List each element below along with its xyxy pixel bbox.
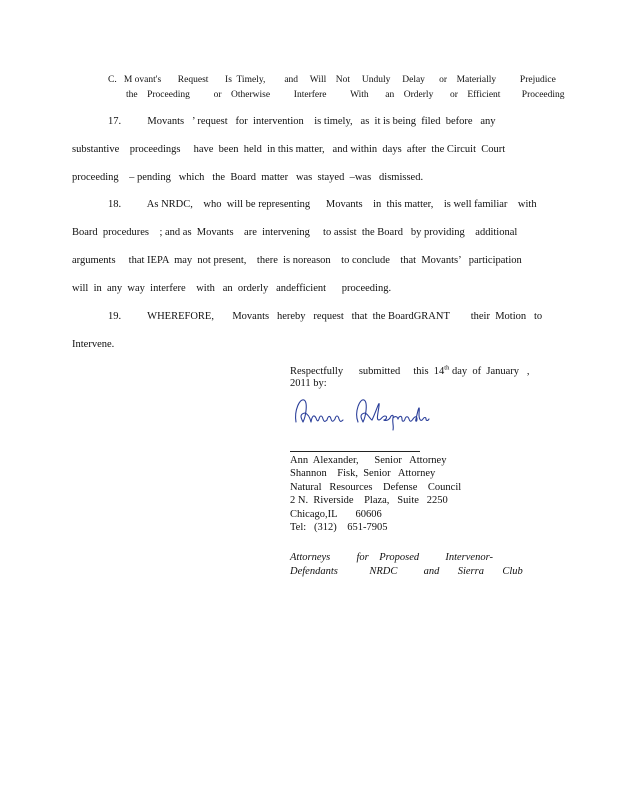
closing-line-2: 2011 by:: [290, 378, 327, 389]
p19-line-1: 19. WHEREFORE, Movants hereby request that the BoardGRANT their Motion to: [108, 311, 543, 322]
closing-line-1-text: Respectfully submitted this 14: [290, 366, 445, 377]
p18-line-1: 18. As NRDC, who will be representing Movants in this matter, is well familiar with: [108, 199, 537, 210]
signature-line: [290, 451, 420, 452]
attorney-role-line-2: Defendants NRDC and Sierra Club: [290, 566, 523, 577]
p19-line-2: Intervene.: [72, 339, 115, 350]
p17-line-2: substantive proceedings have been held in this matter, and within days after the Circuit Court: [72, 144, 506, 155]
heading-line-1: C. M ovant's Request Is Timely, and Will Not Unduly Delay or Materially Prejudice: [108, 75, 556, 85]
attorney-role-line-1: Attorneys for Proposed Intervenor-: [290, 552, 493, 563]
ordinal-suffix: th: [444, 364, 450, 372]
p17-line-3: proceeding – pending which the Board matter was stayed –was dismissed.: [72, 172, 424, 183]
heading-line-2: the Proceeding or Otherwise Interfere With an Orderly or Efficient Proceeding: [126, 90, 565, 100]
telephone: Tel: (312) 651-7905: [290, 522, 388, 533]
p18-line-2: Board procedures ; and as Movants are intervening to assist the Board by providing additional: [72, 227, 518, 238]
p18-line-3: arguments that IEPA may not present, there is noreason to conclude that Movants’ participation: [72, 255, 522, 266]
handwritten-signature: [290, 392, 430, 432]
p17-line-1: 17. Movants ’ request for intervention is timely, as it is being filed before any: [108, 116, 496, 127]
closing-line-1-date: day of January ,: [449, 366, 530, 377]
address-line-2: Chicago,IL 60606: [290, 509, 382, 520]
signer-name-1: Ann Alexander, Senior Attorney: [290, 455, 447, 466]
organization: Natural Resources Defense Council: [290, 482, 462, 493]
signer-name-2: Shannon Fisk, Senior Attorney: [290, 468, 436, 479]
address-line-1: 2 N. Riverside Plaza, Suite 2250: [290, 495, 448, 506]
closing-line-1: [290, 366, 530, 378]
p18-line-4: will in any way interfere with an orderly andefficient proceeding.: [72, 283, 392, 294]
